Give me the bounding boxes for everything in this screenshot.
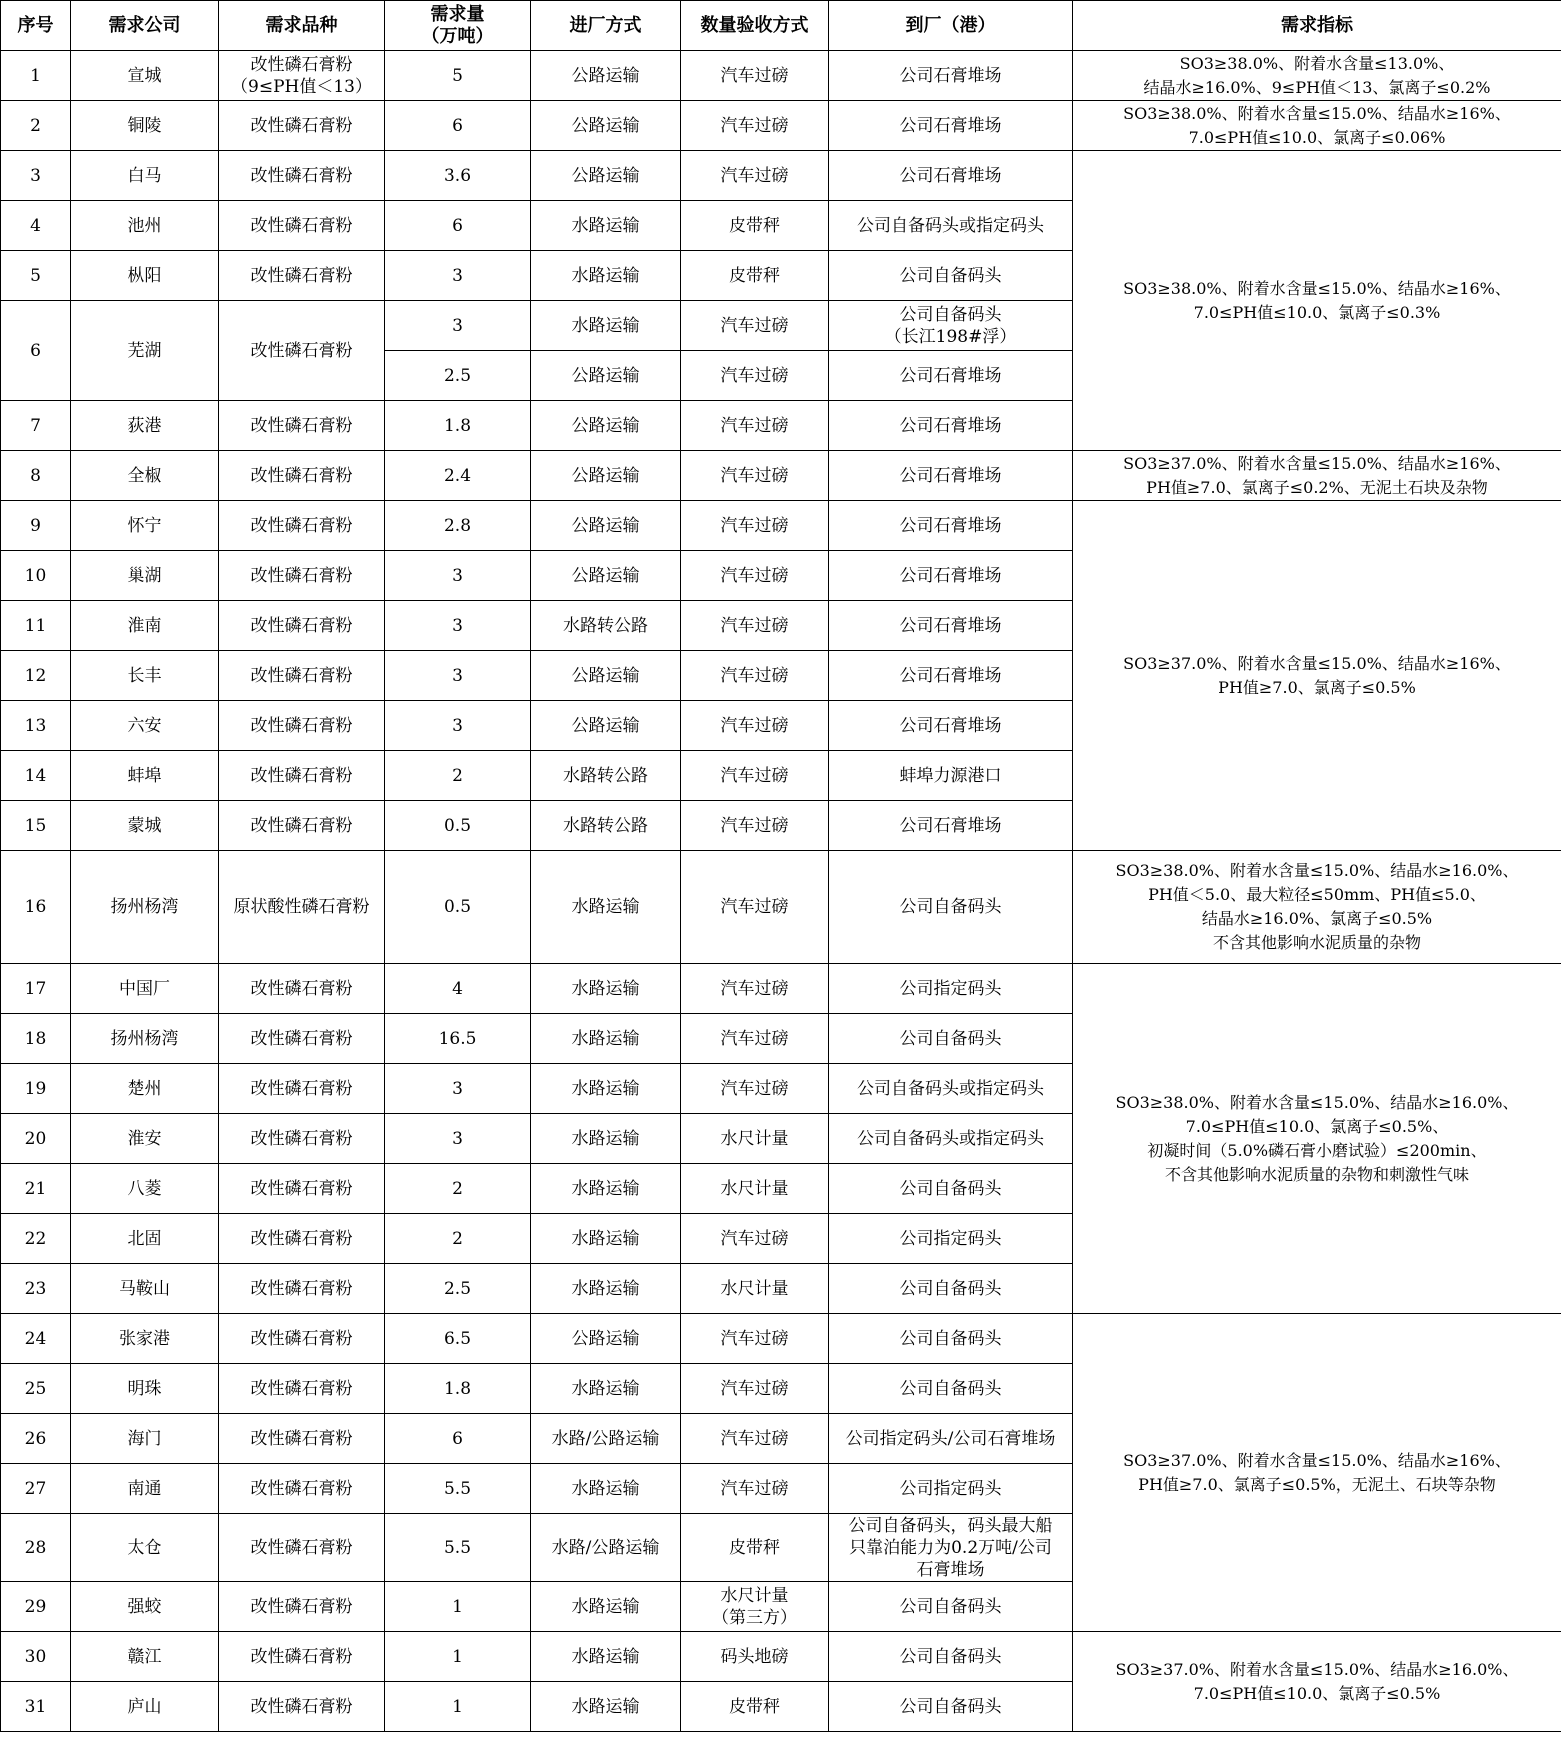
cell-no: 8 xyxy=(1,451,71,501)
cell-company: 芜湖 xyxy=(71,301,219,401)
cell-destination: 公司自备码头 xyxy=(829,1682,1073,1732)
cell-destination: 公司石膏堆场 xyxy=(829,601,1073,651)
cell-destination: 公司石膏堆场 xyxy=(829,651,1073,701)
cell-no: 24 xyxy=(1,1314,71,1364)
cell-destination: 公司自备码头 xyxy=(829,1582,1073,1632)
cell-acceptance: 汽车过磅 xyxy=(681,401,829,451)
cell-entry-mode: 公路运输 xyxy=(531,351,681,401)
cell-destination: 公司石膏堆场 xyxy=(829,551,1073,601)
cell-destination: 公司自备码头 xyxy=(829,1264,1073,1314)
cell-destination: 公司石膏堆场 xyxy=(829,351,1073,401)
cell-variety: 改性磷石膏粉 xyxy=(219,651,385,701)
cell-variety: 改性磷石膏粉 xyxy=(219,1414,385,1464)
cell-variety: 改性磷石膏粉 xyxy=(219,1364,385,1414)
cell-destination: 公司自备码头 xyxy=(829,251,1073,301)
cell-company: 蒙城 xyxy=(71,801,219,851)
cell-variety: 原状酸性磷石膏粉 xyxy=(219,851,385,964)
cell-quantity: 3 xyxy=(385,651,531,701)
cell-destination: 公司自备码头 xyxy=(829,1164,1073,1214)
cell-entry-mode: 公路运输 xyxy=(531,701,681,751)
table-row xyxy=(1,964,1561,1014)
cell-acceptance: 汽车过磅 xyxy=(681,701,829,751)
cell-company: 淮安 xyxy=(71,1114,219,1164)
header-entry-mode: 进厂方式 xyxy=(531,1,681,51)
cell-quantity: 2.8 xyxy=(385,501,531,551)
cell-company: 南通 xyxy=(71,1464,219,1514)
cell-company: 池州 xyxy=(71,201,219,251)
cell-company: 淮南 xyxy=(71,601,219,651)
cell-company: 长丰 xyxy=(71,651,219,701)
cell-no: 6 xyxy=(1,301,71,401)
cell-spec: SO3≥37.0%、附着水含量≤15.0%、结晶水≥16.0%、 7.0≤PH值≤10.0、氯离子≤0.5% xyxy=(1073,1632,1561,1732)
header-quantity: 需求量 （万吨） xyxy=(385,1,531,51)
cell-acceptance: 汽车过磅 xyxy=(681,1414,829,1464)
cell-company: 六安 xyxy=(71,701,219,751)
cell-company: 张家港 xyxy=(71,1314,219,1364)
cell-quantity: 3.6 xyxy=(385,151,531,201)
cell-quantity: 6 xyxy=(385,1414,531,1464)
cell-variety: 改性磷石膏粉 xyxy=(219,551,385,601)
cell-entry-mode: 公路运输 xyxy=(531,1314,681,1364)
cell-destination: 公司自备码头 xyxy=(829,1014,1073,1064)
cell-quantity: 16.5 xyxy=(385,1014,531,1064)
cell-company: 八菱 xyxy=(71,1164,219,1214)
cell-quantity: 5 xyxy=(385,51,531,101)
cell-no: 21 xyxy=(1,1164,71,1214)
table-row xyxy=(1,51,1561,101)
cell-destination: 公司石膏堆场 xyxy=(829,401,1073,451)
cell-entry-mode: 水路运输 xyxy=(531,251,681,301)
cell-destination: 公司石膏堆场 xyxy=(829,51,1073,101)
cell-destination: 公司自备码头 xyxy=(829,1314,1073,1364)
cell-quantity: 6 xyxy=(385,201,531,251)
cell-quantity: 3 xyxy=(385,1114,531,1164)
cell-variety: 改性磷石膏粉 xyxy=(219,1632,385,1682)
cell-quantity: 6 xyxy=(385,101,531,151)
cell-company: 荻港 xyxy=(71,401,219,451)
cell-company: 马鞍山 xyxy=(71,1264,219,1314)
cell-company: 扬州杨湾 xyxy=(71,1014,219,1064)
cell-destination: 公司自备码头 xyxy=(829,1632,1073,1682)
cell-quantity: 3 xyxy=(385,601,531,651)
cell-variety: 改性磷石膏粉 xyxy=(219,964,385,1014)
table-row xyxy=(1,1632,1561,1682)
cell-entry-mode: 公路运输 xyxy=(531,551,681,601)
cell-entry-mode: 水路运输 xyxy=(531,201,681,251)
cell-no: 12 xyxy=(1,651,71,701)
cell-no: 25 xyxy=(1,1364,71,1414)
cell-spec: SO3≥38.0%、附着水含量≤15.0%、结晶水≥16.0%、 7.0≤PH值≤10.0、氯离子≤0.5%、 初凝时间（5.0%磷石膏小磨试验）≤200min、 不含其他影响水泥质量的杂物和刺激性气味 xyxy=(1073,964,1561,1314)
cell-quantity: 2.5 xyxy=(385,1264,531,1314)
cell-entry-mode: 公路运输 xyxy=(531,151,681,201)
cell-entry-mode: 水路/公路运输 xyxy=(531,1414,681,1464)
cell-no: 23 xyxy=(1,1264,71,1314)
cell-destination: 公司自备码头 xyxy=(829,1364,1073,1414)
cell-variety: 改性磷石膏粉 xyxy=(219,1214,385,1264)
cell-destination: 公司自备码头或指定码头 xyxy=(829,1114,1073,1164)
cell-destination: 公司自备码头 （长江198#浮） xyxy=(829,301,1073,351)
table-row xyxy=(1,501,1561,551)
cell-acceptance: 汽车过磅 xyxy=(681,1214,829,1264)
cell-no: 22 xyxy=(1,1214,71,1264)
cell-no: 28 xyxy=(1,1514,71,1582)
cell-spec: SO3≥38.0%、附着水含量≤15.0%、结晶水≥16%、 7.0≤PH值≤10.0、氯离子≤0.3% xyxy=(1073,151,1561,451)
cell-variety: 改性磷石膏粉 xyxy=(219,301,385,401)
cell-acceptance: 汽车过磅 xyxy=(681,101,829,151)
cell-company: 庐山 xyxy=(71,1682,219,1732)
cell-no: 29 xyxy=(1,1582,71,1632)
cell-destination: 蚌埠力源港口 xyxy=(829,751,1073,801)
cell-no: 20 xyxy=(1,1114,71,1164)
cell-quantity: 4 xyxy=(385,964,531,1014)
cell-destination: 公司指定码头 xyxy=(829,1464,1073,1514)
cell-quantity: 2 xyxy=(385,1214,531,1264)
cell-quantity: 1 xyxy=(385,1682,531,1732)
cell-variety: 改性磷石膏粉 xyxy=(219,1514,385,1582)
cell-company: 巢湖 xyxy=(71,551,219,601)
cell-acceptance: 水尺计量 xyxy=(681,1114,829,1164)
cell-spec: SO3≥38.0%、附着水含量≤15.0%、结晶水≥16%、 7.0≤PH值≤10.0、氯离子≤0.06% xyxy=(1073,101,1561,151)
cell-entry-mode: 水路运输 xyxy=(531,301,681,351)
cell-spec: SO3≥37.0%、附着水含量≤15.0%、结晶水≥16%、 PH值≥7.0、氯离子≤0.5%，无泥土、石块等杂物 xyxy=(1073,1314,1561,1632)
cell-variety: 改性磷石膏粉 xyxy=(219,1064,385,1114)
cell-entry-mode: 公路运输 xyxy=(531,651,681,701)
cell-variety: 改性磷石膏粉 xyxy=(219,1682,385,1732)
cell-entry-mode: 水路运输 xyxy=(531,1464,681,1514)
cell-variety: 改性磷石膏粉 xyxy=(219,201,385,251)
cell-no: 30 xyxy=(1,1632,71,1682)
cell-spec: SO3≥38.0%、附着水含量≤15.0%、结晶水≥16.0%、 PH值＜5.0、最大粒径≤50mm、PH值≤5.0、 结晶水≥16.0%、氯离子≤0.5% 不含其他影响水泥质量的杂物 xyxy=(1073,851,1561,964)
cell-no: 16 xyxy=(1,851,71,964)
cell-no: 27 xyxy=(1,1464,71,1514)
cell-entry-mode: 公路运输 xyxy=(531,101,681,151)
cell-destination: 公司石膏堆场 xyxy=(829,101,1073,151)
cell-quantity: 2 xyxy=(385,751,531,801)
cell-destination: 公司自备码头或指定码头 xyxy=(829,1064,1073,1114)
cell-company: 全椒 xyxy=(71,451,219,501)
cell-entry-mode: 水路运输 xyxy=(531,964,681,1014)
cell-quantity: 3 xyxy=(385,1064,531,1114)
cell-no: 15 xyxy=(1,801,71,851)
cell-entry-mode: 水路运输 xyxy=(531,1682,681,1732)
cell-quantity: 1 xyxy=(385,1582,531,1632)
cell-no: 2 xyxy=(1,101,71,151)
cell-company: 强蛟 xyxy=(71,1582,219,1632)
header-acceptance: 数量验收方式 xyxy=(681,1,829,51)
cell-no: 5 xyxy=(1,251,71,301)
cell-variety: 改性磷石膏粉 xyxy=(219,701,385,751)
cell-acceptance: 汽车过磅 xyxy=(681,51,829,101)
cell-no: 17 xyxy=(1,964,71,1014)
cell-entry-mode: 水路运输 xyxy=(531,1064,681,1114)
cell-no: 1 xyxy=(1,51,71,101)
cell-entry-mode: 公路运输 xyxy=(531,451,681,501)
cell-no: 7 xyxy=(1,401,71,451)
cell-acceptance: 汽车过磅 xyxy=(681,801,829,851)
cell-company: 枞阳 xyxy=(71,251,219,301)
cell-variety: 改性磷石膏粉 xyxy=(219,1314,385,1364)
cell-entry-mode: 公路运输 xyxy=(531,51,681,101)
cell-acceptance: 皮带秤 xyxy=(681,1514,829,1582)
cell-no: 13 xyxy=(1,701,71,751)
cell-acceptance: 汽车过磅 xyxy=(681,1314,829,1364)
cell-entry-mode: 水路运输 xyxy=(531,1582,681,1632)
cell-destination: 公司自备码头，码头最大船 只靠泊能力为0.2万吨/公司 石膏堆场 xyxy=(829,1514,1073,1582)
cell-destination: 公司指定码头/公司石膏堆场 xyxy=(829,1414,1073,1464)
cell-no: 3 xyxy=(1,151,71,201)
cell-variety: 改性磷石膏粉 xyxy=(219,1114,385,1164)
cell-entry-mode: 水路转公路 xyxy=(531,601,681,651)
cell-variety: 改性磷石膏粉 xyxy=(219,151,385,201)
cell-quantity: 3 xyxy=(385,251,531,301)
cell-acceptance: 水尺计量 xyxy=(681,1264,829,1314)
cell-quantity: 0.5 xyxy=(385,801,531,851)
cell-destination: 公司石膏堆场 xyxy=(829,801,1073,851)
cell-acceptance: 汽车过磅 xyxy=(681,301,829,351)
header-row xyxy=(1,1,1561,51)
cell-variety: 改性磷石膏粉 （9≤PH值＜13） xyxy=(219,51,385,101)
cell-company: 海门 xyxy=(71,1414,219,1464)
cell-acceptance: 皮带秤 xyxy=(681,1682,829,1732)
cell-acceptance: 汽车过磅 xyxy=(681,651,829,701)
cell-company: 白马 xyxy=(71,151,219,201)
cell-destination: 公司指定码头 xyxy=(829,1214,1073,1264)
cell-entry-mode: 公路运输 xyxy=(531,501,681,551)
cell-entry-mode: 水路转公路 xyxy=(531,751,681,801)
cell-quantity: 3 xyxy=(385,301,531,351)
cell-variety: 改性磷石膏粉 xyxy=(219,1014,385,1064)
cell-variety: 改性磷石膏粉 xyxy=(219,451,385,501)
cell-acceptance: 水尺计量 （第三方） xyxy=(681,1582,829,1632)
cell-quantity: 2 xyxy=(385,1164,531,1214)
cell-quantity: 5.5 xyxy=(385,1514,531,1582)
cell-acceptance: 汽车过磅 xyxy=(681,964,829,1014)
cell-quantity: 1.8 xyxy=(385,1364,531,1414)
cell-acceptance: 汽车过磅 xyxy=(681,351,829,401)
cell-quantity: 1.8 xyxy=(385,401,531,451)
cell-spec: SO3≥37.0%、附着水含量≤15.0%、结晶水≥16%、 PH值≥7.0、氯离子≤0.5% xyxy=(1073,501,1561,851)
cell-variety: 改性磷石膏粉 xyxy=(219,1582,385,1632)
cell-variety: 改性磷石膏粉 xyxy=(219,601,385,651)
cell-no: 31 xyxy=(1,1682,71,1732)
cell-quantity: 2.4 xyxy=(385,451,531,501)
cell-acceptance: 汽车过磅 xyxy=(681,1364,829,1414)
cell-company: 北固 xyxy=(71,1214,219,1264)
cell-entry-mode: 水路运输 xyxy=(531,1264,681,1314)
cell-acceptance: 水尺计量 xyxy=(681,1164,829,1214)
cell-acceptance: 汽车过磅 xyxy=(681,751,829,801)
cell-destination: 公司指定码头 xyxy=(829,964,1073,1014)
cell-acceptance: 汽车过磅 xyxy=(681,851,829,964)
cell-acceptance: 汽车过磅 xyxy=(681,151,829,201)
cell-company: 铜陵 xyxy=(71,101,219,151)
cell-destination: 公司石膏堆场 xyxy=(829,701,1073,751)
cell-destination: 公司石膏堆场 xyxy=(829,501,1073,551)
cell-variety: 改性磷石膏粉 xyxy=(219,401,385,451)
cell-quantity: 6.5 xyxy=(385,1314,531,1364)
cell-destination: 公司石膏堆场 xyxy=(829,151,1073,201)
header-variety: 需求品种 xyxy=(219,1,385,51)
cell-entry-mode: 水路运输 xyxy=(531,1364,681,1414)
cell-variety: 改性磷石膏粉 xyxy=(219,801,385,851)
cell-entry-mode: 水路运输 xyxy=(531,851,681,964)
cell-acceptance: 汽车过磅 xyxy=(681,451,829,501)
header-no: 序号 xyxy=(1,1,71,51)
cell-entry-mode: 水路运输 xyxy=(531,1632,681,1682)
cell-entry-mode: 水路运输 xyxy=(531,1214,681,1264)
cell-destination: 公司自备码头 xyxy=(829,851,1073,964)
cell-acceptance: 汽车过磅 xyxy=(681,601,829,651)
cell-variety: 改性磷石膏粉 xyxy=(219,751,385,801)
cell-entry-mode: 水路运输 xyxy=(531,1164,681,1214)
cell-variety: 改性磷石膏粉 xyxy=(219,1264,385,1314)
cell-variety: 改性磷石膏粉 xyxy=(219,251,385,301)
cell-destination: 公司自备码头或指定码头 xyxy=(829,201,1073,251)
table-row xyxy=(1,1314,1561,1364)
table-row xyxy=(1,451,1561,501)
cell-company: 蚌埠 xyxy=(71,751,219,801)
cell-entry-mode: 公路运输 xyxy=(531,401,681,451)
cell-company: 中国厂 xyxy=(71,964,219,1014)
cell-variety: 改性磷石膏粉 xyxy=(219,1164,385,1214)
cell-destination: 公司石膏堆场 xyxy=(829,451,1073,501)
cell-no: 18 xyxy=(1,1014,71,1064)
cell-no: 9 xyxy=(1,501,71,551)
cell-quantity: 1 xyxy=(385,1632,531,1682)
header-company: 需求公司 xyxy=(71,1,219,51)
cell-company: 扬州杨湾 xyxy=(71,851,219,964)
cell-variety: 改性磷石膏粉 xyxy=(219,1464,385,1514)
cell-no: 19 xyxy=(1,1064,71,1114)
cell-quantity: 3 xyxy=(385,551,531,601)
cell-spec: SO3≥38.0%、附着水含量≤13.0%、 结晶水≥16.0%、9≤PH值＜13、氯离子≤0.2% xyxy=(1073,51,1561,101)
cell-entry-mode: 水路运输 xyxy=(531,1114,681,1164)
cell-company: 怀宁 xyxy=(71,501,219,551)
cell-no: 11 xyxy=(1,601,71,651)
header-destination: 到厂（港） xyxy=(829,1,1073,51)
cell-variety: 改性磷石膏粉 xyxy=(219,501,385,551)
cell-no: 14 xyxy=(1,751,71,801)
cell-acceptance: 码头地磅 xyxy=(681,1632,829,1682)
cell-acceptance: 皮带秤 xyxy=(681,251,829,301)
table-row xyxy=(1,151,1561,201)
table-row xyxy=(1,851,1561,964)
cell-quantity: 3 xyxy=(385,701,531,751)
header-spec: 需求指标 xyxy=(1073,1,1561,51)
cell-no: 10 xyxy=(1,551,71,601)
cell-company: 楚州 xyxy=(71,1064,219,1114)
cell-quantity: 2.5 xyxy=(385,351,531,401)
cell-quantity: 5.5 xyxy=(385,1464,531,1514)
cell-entry-mode: 水路/公路运输 xyxy=(531,1514,681,1582)
table-row xyxy=(1,101,1561,151)
cell-acceptance: 汽车过磅 xyxy=(681,1064,829,1114)
cell-no: 4 xyxy=(1,201,71,251)
cell-company: 明珠 xyxy=(71,1364,219,1414)
cell-entry-mode: 水路转公路 xyxy=(531,801,681,851)
cell-acceptance: 汽车过磅 xyxy=(681,551,829,601)
cell-acceptance: 汽车过磅 xyxy=(681,1464,829,1514)
cell-quantity: 0.5 xyxy=(385,851,531,964)
cell-no: 26 xyxy=(1,1414,71,1464)
cell-company: 赣江 xyxy=(71,1632,219,1682)
cell-variety: 改性磷石膏粉 xyxy=(219,101,385,151)
cell-acceptance: 汽车过磅 xyxy=(681,1014,829,1064)
cell-acceptance: 汽车过磅 xyxy=(681,501,829,551)
cell-acceptance: 皮带秤 xyxy=(681,201,829,251)
cell-spec: SO3≥37.0%、附着水含量≤15.0%、结晶水≥16%、 PH值≥7.0、氯离子≤0.2%、无泥土石块及杂物 xyxy=(1073,451,1561,501)
cell-entry-mode: 水路运输 xyxy=(531,1014,681,1064)
cell-company: 太仓 xyxy=(71,1514,219,1582)
cell-company: 宣城 xyxy=(71,51,219,101)
